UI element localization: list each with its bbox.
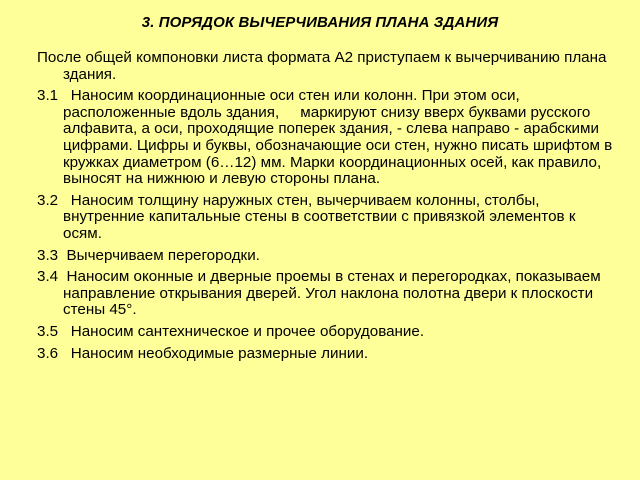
step-3-2-paragraph: 3.2 Наносим толщину наружных стен, вычерчиваем колонны, столбы, внутренние капитальные стены в соответствии с привязкой элементов к осям. xyxy=(37,191,580,242)
step-3-3-paragraph: 3.3 Вычерчиваем перегородки. xyxy=(37,246,260,264)
step-3-5-paragraph: 3.5 Наносим сантехническое и прочее оборудование. xyxy=(37,322,425,340)
step-3-1-paragraph: 3.1 Наносим координационные оси стен или колонн. При этом оси, расположенные вдоль здания, маркируют снизу вверх буквами русского алфавита, а оси, проходящие поперек здания, - слева направо - арабскими цифрами. Цифры и буквы, обозначающие оси стен, нужно писать шрифтом в кружках диаметром (6…12) мм. Марки координационных осей, как правило, выносят на нижнюю и левую стороны плана. xyxy=(37,87,617,188)
intro-paragraph: После общей компоновки листа формата А2 приступаем к вычерчиванию плана здания. xyxy=(37,49,611,83)
slide-body xyxy=(37,50,617,367)
slide-title: 3. ПОРЯДОК ВЫЧЕРЧИВАНИЯ ПЛАНА ЗДАНИЯ xyxy=(141,14,499,31)
step-3-4-paragraph: 3.4 Наносим оконные и дверные проемы в стенах и перегородках, показываем направление открывания дверей. Угол наклона полотна двери к плоскости стены 45°. xyxy=(37,268,605,319)
step-3-6-paragraph: 3.6 Наносим необходимые размерные линии. xyxy=(37,344,369,362)
